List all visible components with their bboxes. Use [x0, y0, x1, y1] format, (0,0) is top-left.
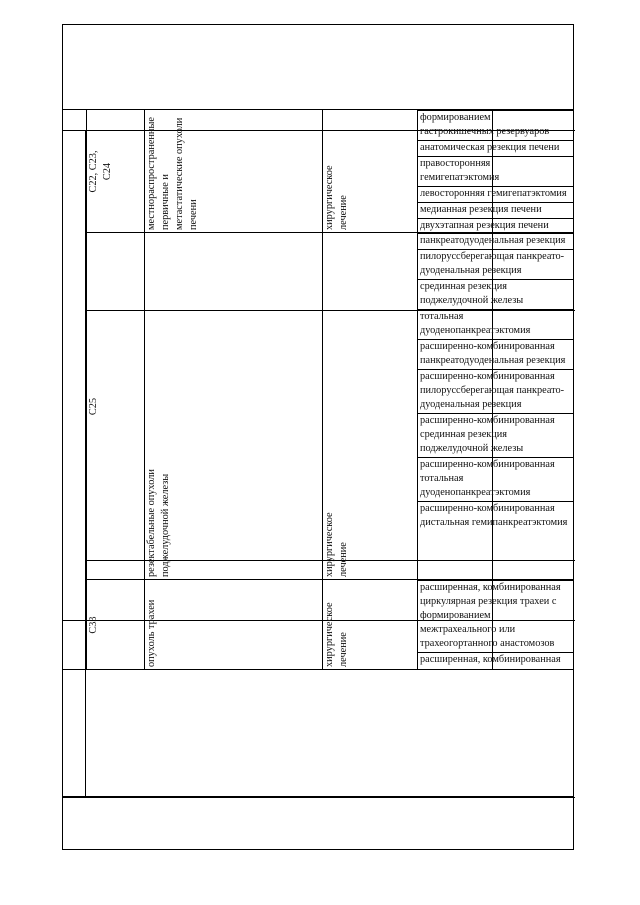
- method-item: расширенно-комбинированная пилоруссберегающая панкреато- дуоденальная резекция: [417, 369, 574, 413]
- method-item: [417, 251, 574, 283]
- method-item: медианная резекция печени: [417, 202, 574, 218]
- method-item: [417, 347, 574, 379]
- method-item: тотальная дуоденопанкреатэктомия: [417, 309, 574, 339]
- method-item: [417, 283, 574, 315]
- method-item: [417, 580, 574, 654]
- method-item: [417, 315, 574, 347]
- method-item: левосторонняя гемигепатэктомия: [417, 186, 574, 202]
- cell-code: C33: [88, 616, 99, 634]
- method-item: двухэтапная резекция печени: [417, 218, 574, 233]
- cell-treatment: хирургическое лечение: [324, 512, 349, 577]
- method-item: расширенно-комбинированная панкреатодуоденальная резекция: [417, 339, 574, 369]
- method-item: формированием гастрокишечных резервуаров: [417, 110, 574, 140]
- cell-treatment: хирургическое лечение: [324, 165, 349, 230]
- method-item: расширенная, комбинированная циркулярная резекция трахеи с формированием межтрахеального или трахеогортанного анастомозов: [417, 580, 574, 652]
- method-item: [417, 110, 574, 142]
- method-item: [417, 379, 574, 425]
- method-item: [417, 425, 574, 471]
- method-item: расширенно-комбинированная дистальная гемипанкреатэктомия: [417, 501, 574, 531]
- method-item: панкреатодуоденальная резекция: [417, 233, 574, 249]
- cell-treatment: хирургическое лечение: [324, 602, 349, 667]
- cell-code: C22, C23, C24: [88, 150, 113, 193]
- cell-diagnosis: опухоль трахеи: [146, 599, 157, 667]
- method-item: [417, 517, 574, 549]
- method-item: [417, 233, 574, 251]
- method-item: пилоруссберегающая панкреато- дуоденальная резекция: [417, 249, 574, 279]
- method-item: [417, 654, 574, 672]
- method-item: расширенно-комбинированная срединная резекция поджелудочной железы: [417, 413, 574, 457]
- method-item: [417, 142, 574, 160]
- methods-column: [417, 110, 574, 670]
- method-item: анатомическая резекция печени: [417, 140, 574, 156]
- method-item: расширенно-комбинированная тотальная дуоденопанкреатэктомия: [417, 457, 574, 501]
- method-item: [417, 471, 574, 517]
- method-item: правосторонняя гемигепатэктомия: [417, 156, 574, 186]
- cell-code: C25: [88, 397, 99, 416]
- method-item: [417, 210, 574, 228]
- grid-line: [62, 796, 574, 797]
- method-item: [417, 160, 574, 192]
- method-item: срединная резекция поджелудочной железы: [417, 279, 574, 309]
- cell-diagnosis: местнораспространенные первичные и метастатические опухоли печени: [146, 117, 199, 230]
- method-item: [417, 192, 574, 210]
- method-item: расширенная, комбинированная: [417, 652, 574, 668]
- table-content: [62, 24, 574, 850]
- cell-diagnosis: резектабельные опухоли поджелудочной железы: [146, 469, 171, 577]
